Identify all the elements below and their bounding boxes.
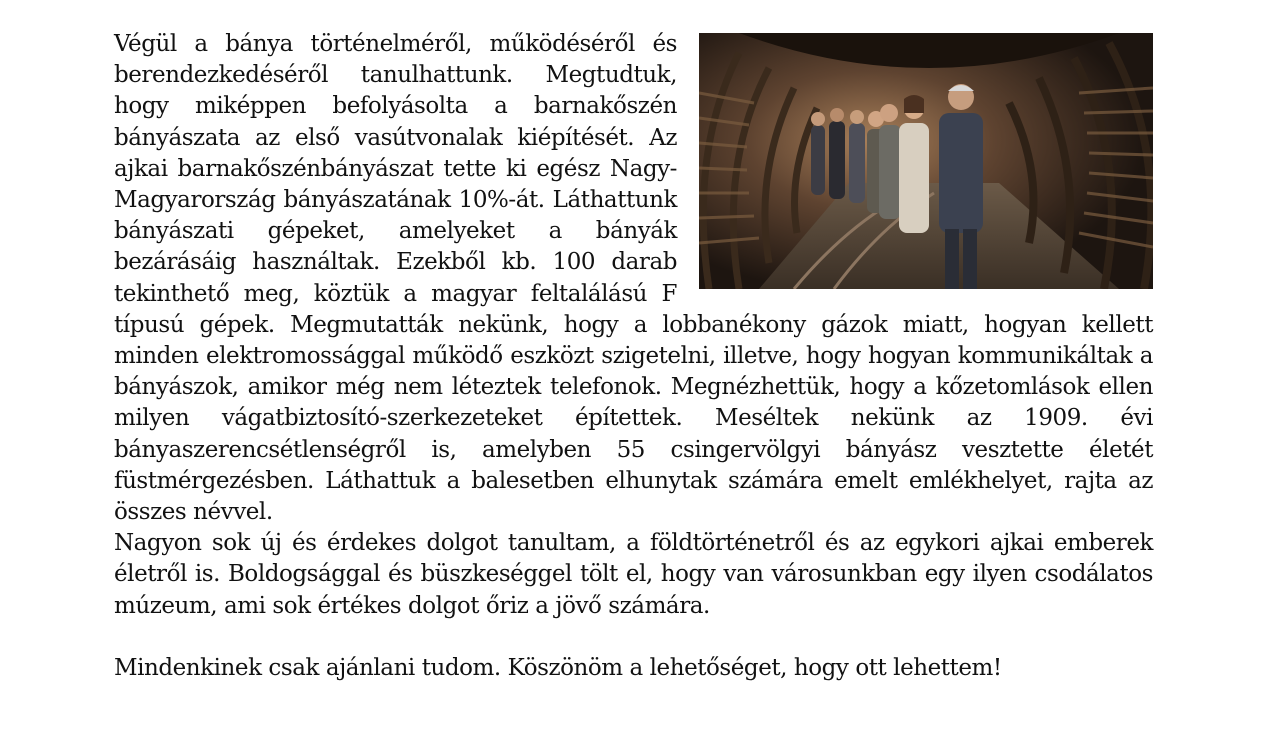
- article-paragraph-2: Nagyon sok új és érdekes dolgot tanultam, a földtörténetről és az egykori ajkai emberek életről is. Boldogsággal és büszkeséggel tölt el, hogy van városunkban egy ilyen csodálatos múzeum, ami sok értékes dolgot őriz a jövő számára.: [114, 530, 1153, 619]
- closing-sentence: Mindenkinek csak ajánlani tudom. Köszönöm a lehetőséget, hogy ott lehettem!: [114, 654, 1002, 681]
- article-paragraph-1: Végül a bánya történelméről, működéséről és berendezkedéséről tanulhattunk. Megtudtuk, hogy miképpen befolyásolta a barnakőszén bányászata az első vasútvonalak kiépítését. Az ajkai barnakőszénbányászat tette ki egész Nagy-Magyarország bányászatának 10%-át. Láthattunk bányászati gépeket, amelyeket a bányák bezárásáig használtak. Ezekből kb. 100 darab tekinthető meg, köztük a magyar feltalálású F típusú gépek. Megmutatták nekünk, hogy a lobbanékony gázok miatt, hogyan kellett minden elektromossággal működő eszközt szigetelni, illetve, hogy hogyan kommunikáltak a bányászok, amikor még nem léteztek telefonok. Megnézhettük, hogy a kőzetomlások ellen milyen vágatbiztosító-szerkezeteket építettek. Meséltek nekünk az 1909. évi bányaszerencsétlenségről is, amelyben 55 csingervölgyi bányász vesztette életét füstmérgezésben. Láthattuk a balesetben elhunytak számára emelt emlékhelyet, rajta az összes névvel.: [114, 31, 1153, 526]
- paragraph-gap: [114, 622, 1153, 653]
- mine-tunnel-photo: [699, 33, 1153, 289]
- document-page: [114, 29, 1153, 684]
